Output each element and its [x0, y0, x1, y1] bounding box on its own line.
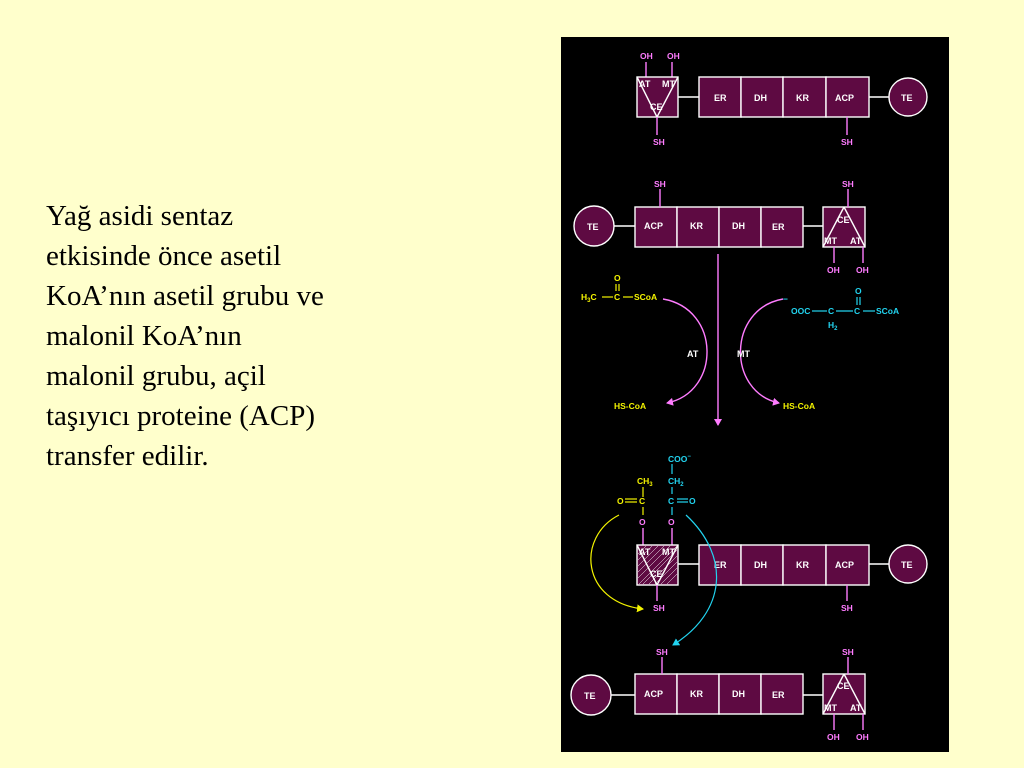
kr-label: KR: [690, 689, 703, 699]
mt-label: MT: [662, 547, 675, 557]
sh-label: SH: [653, 603, 665, 613]
sh-label: SH: [656, 647, 668, 657]
mt-label: MT: [824, 703, 837, 713]
malonyl-carbon: C: [828, 306, 835, 316]
diagram-background: [561, 37, 949, 752]
slide-body-text: [46, 196, 466, 476]
te-label: TE: [901, 560, 913, 570]
kr-label: KR: [796, 560, 809, 570]
acetyl-oxygen: O: [614, 273, 621, 283]
oh-label: OH: [827, 732, 840, 742]
text-line: Yağ asidi sentaz: [46, 200, 234, 232]
er-label: ER: [714, 93, 727, 103]
dh-label: DH: [754, 560, 767, 570]
oh-label: OH: [856, 265, 869, 275]
acp-label: ACP: [835, 560, 855, 570]
er-label: ER: [772, 222, 785, 232]
ce-label: CE: [650, 569, 663, 579]
sh-label: SH: [842, 179, 854, 189]
acetyl-carbon: C: [614, 292, 621, 302]
svg-text:COO−: COO−: [668, 454, 691, 464]
text-line: transfer edilir.: [46, 440, 209, 472]
oh-label: OH: [640, 51, 653, 61]
mt-enzyme-label: MT: [737, 349, 750, 359]
malonyl-carboxylate: OOC: [791, 306, 811, 316]
fatty-acid-synthase-diagram: [561, 37, 949, 752]
acetyl-carbonyl-oxygen: O: [617, 496, 624, 506]
sh-label: SH: [841, 137, 853, 147]
svg-text:CH3: $CH_3$: [637, 476, 653, 488]
oh-label: OH: [827, 265, 840, 275]
at-label: AT: [639, 79, 651, 89]
dh-label: DH: [732, 689, 745, 699]
acp-label: ACP: [644, 689, 664, 699]
hs-coa-product: HS-CoA: [614, 401, 647, 411]
svg-text:CH2: $CH_2$: [668, 476, 684, 488]
malonyl-carbon: C: [854, 306, 861, 316]
ce-label: CE: [837, 215, 850, 225]
er-label: ER: [714, 560, 727, 570]
te-label: TE: [584, 691, 596, 701]
kr-label: KR: [796, 93, 809, 103]
kr-label: KR: [690, 221, 703, 231]
te-label: TE: [901, 93, 913, 103]
mt-label: MT: [662, 79, 675, 89]
hs-coa-product: HS-CoA: [783, 401, 816, 411]
ester-oxygen: O: [639, 517, 646, 527]
malonyl-carbonyl-oxygen: O: [689, 496, 696, 506]
malonyl-scoa: SCoA: [876, 306, 900, 316]
at-label: AT: [639, 547, 651, 557]
malonyl-oxygen: O: [855, 286, 862, 296]
dh-label: DH: [732, 221, 745, 231]
te-label: TE: [587, 222, 599, 232]
sh-label: SH: [841, 603, 853, 613]
acetyl-carbonyl-carbon: C: [639, 496, 646, 506]
sh-label: SH: [653, 137, 665, 147]
acp-label: ACP: [644, 221, 664, 231]
sh-label: SH: [842, 647, 854, 657]
malonyl-carbonyl-carbon: C: [668, 496, 675, 506]
malonyl-charge: −: [783, 294, 788, 304]
at-label: AT: [850, 703, 862, 713]
text-line: malonil grubu, açil: [46, 360, 266, 392]
text-line: KoA’nın asetil grubu ve: [46, 280, 324, 312]
dh-label: DH: [754, 93, 767, 103]
svg-text:H3C: $H_3C$: [581, 292, 597, 304]
er-label: ER: [772, 690, 785, 700]
ester-oxygen: O: [668, 517, 675, 527]
ce-label: CE: [650, 102, 663, 112]
text-line: etkisinde önce asetil: [46, 240, 282, 272]
oh-label: OH: [856, 732, 869, 742]
at-enzyme-label: AT: [687, 349, 699, 359]
sh-label: SH: [654, 179, 666, 189]
text-line: malonil KoA’nın: [46, 320, 242, 352]
mt-label: MT: [824, 236, 837, 246]
at-label: AT: [850, 236, 862, 246]
acetyl-scoa: SCoA: [634, 292, 658, 302]
text-line: taşıyıcı proteine (ACP): [46, 400, 316, 432]
acp-label: ACP: [835, 93, 855, 103]
oh-label: OH: [667, 51, 680, 61]
ce-label: CE: [837, 681, 850, 691]
svg-text:H2: $H_2$: [828, 320, 838, 332]
